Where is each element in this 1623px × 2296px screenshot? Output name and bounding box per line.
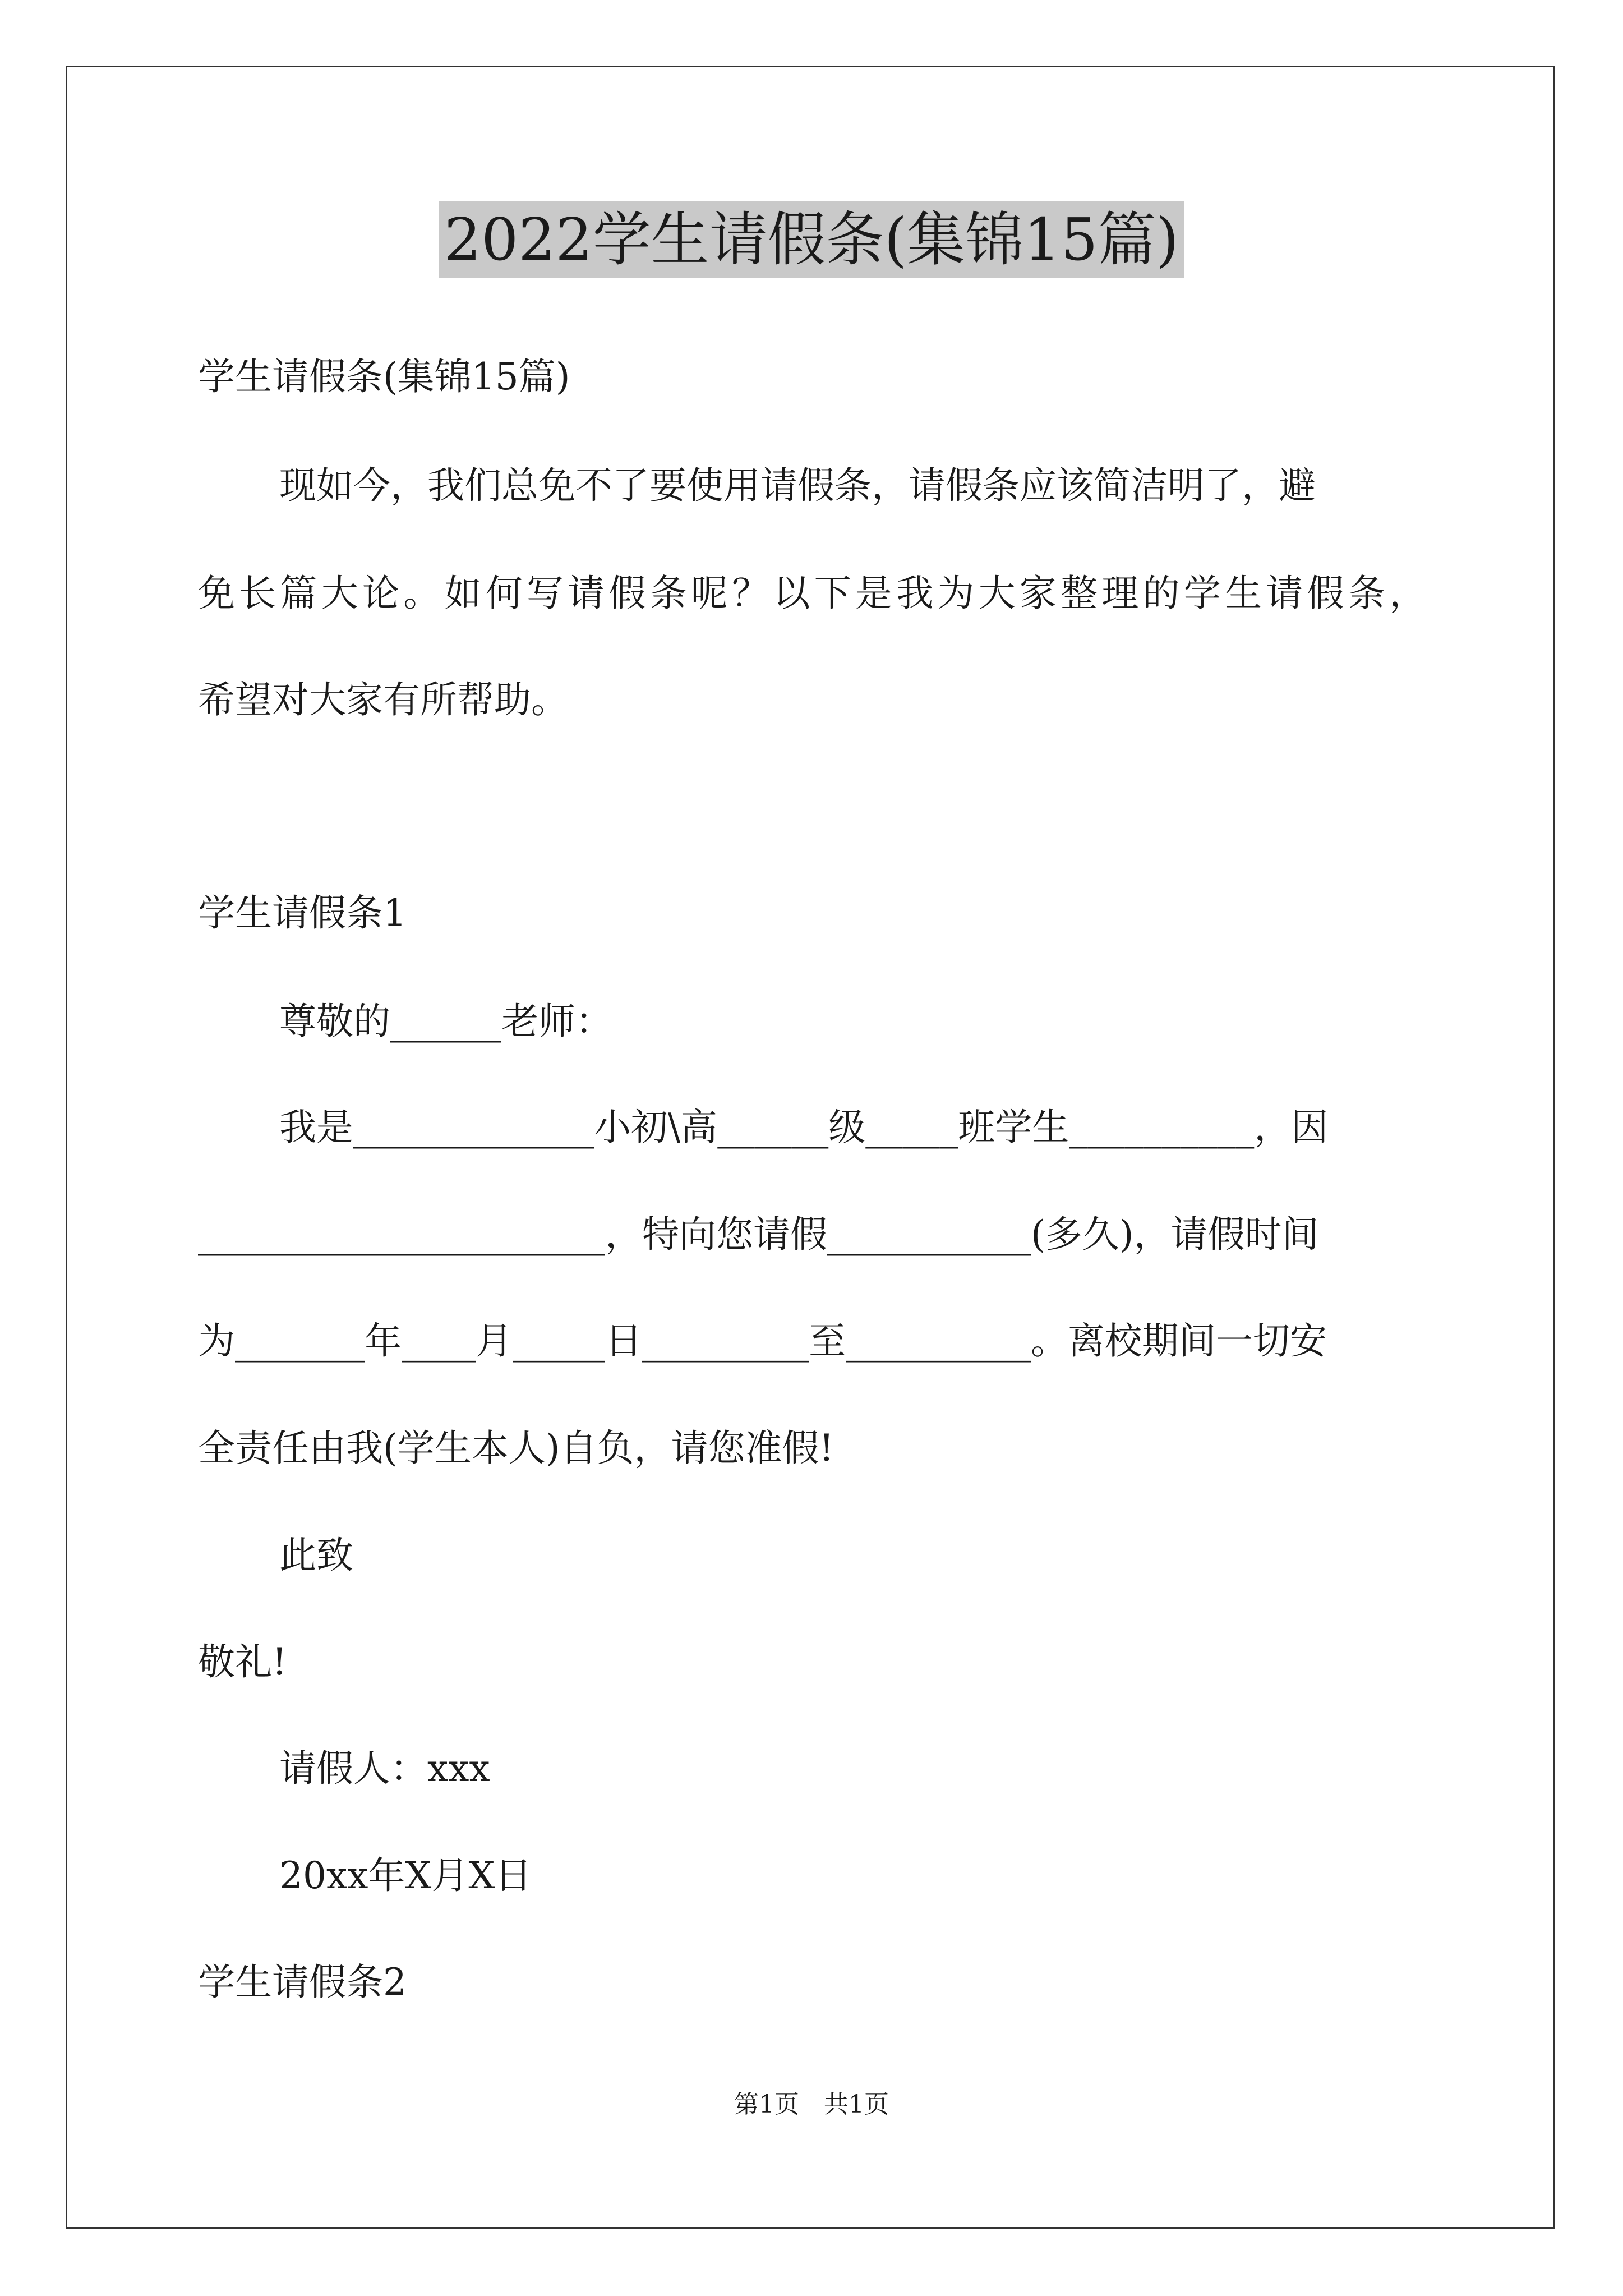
closing-jingli: 敬礼! <box>198 1640 287 1683</box>
intro-paragraph-line-1: 现如今，我们总免不了要使用请假条，请假条应该简洁明了，避 <box>279 464 1316 507</box>
section-2-heading: 学生请假条2 <box>198 1961 407 2004</box>
document-subtitle: 学生请假条(集锦15篇) <box>198 355 570 398</box>
letter-body-line-4: 全责任由我(学生本人)自负，请您准假! <box>198 1427 834 1470</box>
page-footer: 第1页 共1页 <box>734 2090 889 2119</box>
section-1-heading: 学生请假条1 <box>198 891 407 935</box>
intro-paragraph-line-3: 希望对大家有所帮助。 <box>198 678 568 721</box>
letter-date: 20xx年X月X日 <box>279 1854 532 1897</box>
letter-body-line-1: 我是_____________小初\高______级_____班学生__________，因 <box>279 1106 1329 1149</box>
applicant-name: 请假人：xxx <box>279 1747 490 1790</box>
closing-cizhi: 此致 <box>279 1534 353 1577</box>
letter-body-line-3: 为_______年____月_____日_________至__________。离校期间一切安 <box>198 1319 1327 1363</box>
page-title: 2022学生请假条(集锦15篇) <box>439 201 1184 278</box>
salutation: 尊敬的______老师： <box>279 1000 612 1043</box>
letter-body-line-2: ______________________，特向您请假___________(多久)，请假时间 <box>198 1213 1319 1256</box>
intro-paragraph-line-2: 免长篇大论。如何写请假条呢？以下是我为大家整理的学生请假条， <box>198 572 1426 615</box>
title-wrap <box>0 201 1623 278</box>
